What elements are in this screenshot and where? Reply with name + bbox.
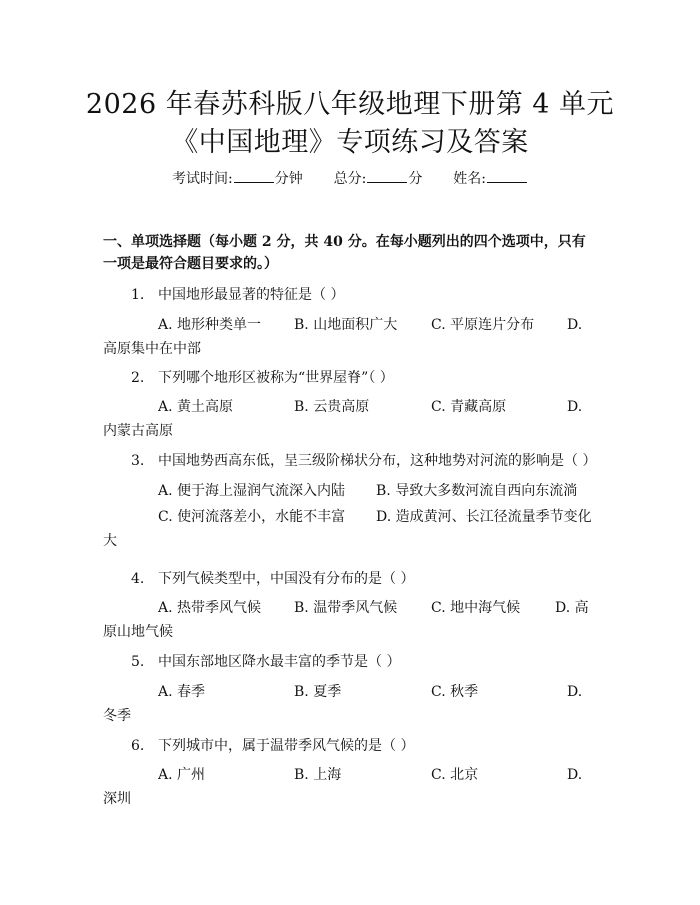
score-label: 总分: <box>333 171 367 187</box>
question-stem <box>131 568 601 588</box>
option-d[interactable]: D. <box>567 399 583 415</box>
question-text: 中国地形最显著的特征是（ ） <box>158 287 345 303</box>
option-d-continuation: 高原集中在中部 <box>103 341 201 357</box>
section-heading: 一、单项选择题（每小题 2 分，共 40 分。在每小题列出的四个选项中，只有一项是最符合题目要求的。） <box>103 234 586 272</box>
question-number: 2. <box>131 370 145 386</box>
question-stem <box>131 284 601 304</box>
question-text: 下列哪个地形区被称为“世界屋脊”（ ） <box>158 370 394 386</box>
question-stem <box>131 367 601 387</box>
option-d-continuation: 深圳 <box>103 791 131 807</box>
question-options <box>103 763 581 811</box>
option-d[interactable]: D. <box>567 684 583 700</box>
option-c[interactable]: C. 使河流落差小，水能不丰富 <box>158 509 346 525</box>
question-stem <box>131 735 601 755</box>
option-b[interactable]: B. 山地面积广大 <box>294 317 398 333</box>
question-number: 3. <box>131 453 145 469</box>
question-number: 4. <box>131 571 145 587</box>
score-blank[interactable] <box>367 170 407 183</box>
option-a[interactable]: A. 便于海上湿润气流深入内陆 <box>158 483 346 499</box>
page-title-line-1: 2026 年春苏科版八年级地理下册第 4 单元 <box>85 89 615 120</box>
option-b[interactable]: B. 上海 <box>294 767 342 783</box>
score-unit: 分 <box>408 171 423 187</box>
question-text: 中国地势西高东低，呈三级阶梯状分布，这种地势对河流的影响是（ ） <box>158 453 597 469</box>
name-label: 姓名: <box>453 171 486 187</box>
option-a[interactable]: A. 热带季风气候 <box>158 600 262 616</box>
time-label: 考试时间: <box>172 171 233 187</box>
option-c[interactable]: C. 北京 <box>431 767 479 783</box>
exam-meta <box>0 168 700 188</box>
question-number: 1. <box>131 287 145 303</box>
option-c[interactable]: C. 青藏高原 <box>431 399 507 415</box>
page-title-line-2: 《中国地理》专项练习及答案 <box>171 127 529 158</box>
question-stem <box>131 651 601 671</box>
name-blank[interactable] <box>487 170 527 183</box>
question-options <box>103 313 581 361</box>
option-a[interactable]: A. 广州 <box>158 767 206 783</box>
option-b[interactable]: B. 导致大多数河流自西向东流淌 <box>376 483 578 499</box>
question-number: 6. <box>131 738 145 754</box>
question-text: 下列城市中，属于温带季风气候的是（ ） <box>158 738 415 754</box>
option-d-continuation: 冬季 <box>103 708 131 724</box>
question-options <box>103 395 581 443</box>
option-a[interactable]: A. 黄土高原 <box>158 399 234 415</box>
question-options <box>103 479 592 553</box>
option-d[interactable]: D. <box>567 317 583 333</box>
option-a[interactable]: A. 春季 <box>158 684 206 700</box>
option-d[interactable]: D. 造成黄河、长江径流量季节变化 <box>376 509 592 525</box>
option-c[interactable]: C. 地中海气候 <box>431 600 521 616</box>
time-blank[interactable] <box>234 170 274 183</box>
question-stem <box>131 450 601 470</box>
option-b[interactable]: B. 温带季风气候 <box>294 600 398 616</box>
option-d-continuation: 大 <box>103 533 117 549</box>
option-d-continuation: 原山地气候 <box>103 624 173 640</box>
option-c[interactable]: C. 平原连片分布 <box>431 317 535 333</box>
option-a[interactable]: A. 地形种类单一 <box>158 317 262 333</box>
option-d[interactable]: D. 高 <box>555 600 589 616</box>
option-d-continuation: 内蒙古高原 <box>103 423 173 439</box>
option-c[interactable]: C. 秋季 <box>431 684 479 700</box>
question-text: 下列气候类型中，中国没有分布的是（ ） <box>158 571 415 587</box>
question-text: 中国东部地区降水最丰富的季节是（ ） <box>158 654 401 670</box>
option-d[interactable]: D. <box>567 767 583 783</box>
time-unit: 分钟 <box>274 171 303 187</box>
option-b[interactable]: B. 云贵高原 <box>294 399 370 415</box>
question-options <box>103 680 581 728</box>
question-number: 5. <box>131 654 145 670</box>
option-b[interactable]: B. 夏季 <box>294 684 342 700</box>
question-options <box>103 596 589 644</box>
